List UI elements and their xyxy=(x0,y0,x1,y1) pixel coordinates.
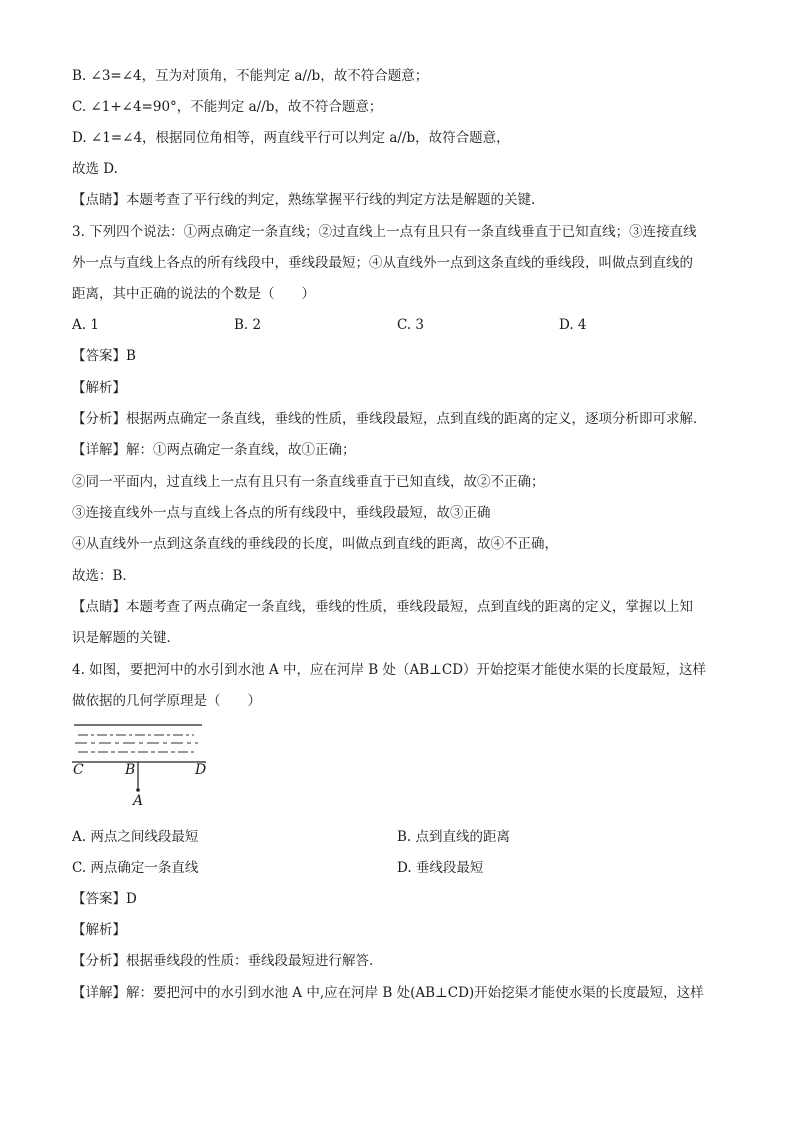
text-line: D. ∠1=∠4，根据同位角相等，两直线平行可以判定 a//b，故符合题意， xyxy=(72,130,510,146)
question-3-text: 外一点与直线上各点的所有线段中，垂线段最短；④从直线外一点到这条直线的垂线段，叫做点到直线的 xyxy=(72,255,693,271)
text-line: 【点睛】本题考查了平行线的判定，熟练掌握平行线的判定方法是解题的关键. xyxy=(72,192,536,208)
text-line: C. ∠1+∠4=90°，不能判定 a//b，故不符合题意； xyxy=(72,99,383,115)
river-figure xyxy=(70,718,220,810)
label-a: A xyxy=(133,793,144,809)
q3-detail: 【详解】解：①两点确定一条直线，故①正确； xyxy=(72,442,356,458)
q3-answer: 【答案】B xyxy=(72,348,136,364)
q4-option-c: C. 两点确定一条直线 xyxy=(72,860,199,876)
q4-option-d: D. 垂线段最短 xyxy=(397,860,484,876)
question-3-text: 距离，其中正确的说法的个数是（ ） xyxy=(72,286,315,302)
q3-detail: ③连接直线外一点与直线上各点的所有线段中，垂线段最短，故③正确 xyxy=(72,505,491,521)
q3-comment: 识是解题的关键． xyxy=(72,630,180,646)
q4-analysis-heading: 【解析】 xyxy=(72,922,126,938)
q3-comment: 【点睛】本题考查了两点确定一条直线，垂线的性质，垂线段最短，点到直线的距离的定义，掌握以上知 xyxy=(72,599,693,615)
label-d: D xyxy=(195,762,207,778)
q3-analysis-heading: 【解析】 xyxy=(72,380,126,396)
q4-answer: 【答案】D xyxy=(72,891,137,907)
q3-analysis: 【分析】根据两点确定一条直线，垂线的性质，垂线段最短，点到直线的距离的定义，逐项分析即可求解． xyxy=(72,411,707,427)
q3-option-d: D. 4 xyxy=(559,317,587,333)
q3-detail: ④从直线外一点到这条直线的垂线段的长度，叫做点到直线的距离，故④不正确， xyxy=(72,536,558,552)
q4-detail: 【详解】解：要把河中的水引到水池 A 中,应在河岸 B 处(AB⊥CD)开始挖渠才能使水渠的长度最短，这样 xyxy=(72,985,704,1001)
q3-detail: ②同一平面内，过直线上一点有且只有一条直线垂直于已知直线，故②不正确； xyxy=(72,474,545,490)
question-3-text: 3. 下列四个说法：①两点确定一条直线；②过直线上一点有且只有一条直线垂直于已知直线；③连接直线 xyxy=(72,224,697,240)
q4-analysis: 【分析】根据垂线段的性质：垂线段最短进行解答． xyxy=(72,953,383,969)
q4-option-b: B. 点到直线的距离 xyxy=(397,829,511,845)
q3-option-a: A. 1 xyxy=(72,317,99,333)
q3-option-c: C. 3 xyxy=(397,317,425,333)
label-b: B xyxy=(125,762,136,778)
q4-option-a: A. 两点之间线段最短 xyxy=(72,829,199,845)
label-c: C xyxy=(73,762,84,778)
text-line: 故选 D. xyxy=(72,161,118,177)
q3-detail: 故选：B． xyxy=(72,568,136,584)
question-4-text: 4. 如图，要把河中的水引到水池 A 中，应在河岸 B 处（AB⊥CD）开始挖渠才能使水渠的长度最短，这样 xyxy=(72,662,707,678)
question-4-text: 做依据的几何学原理是（ ） xyxy=(72,693,261,709)
text-line: B. ∠3=∠4，互为对顶角，不能判定 a//b，故不符合题意； xyxy=(72,68,429,84)
q3-option-b: B. 2 xyxy=(234,317,262,333)
